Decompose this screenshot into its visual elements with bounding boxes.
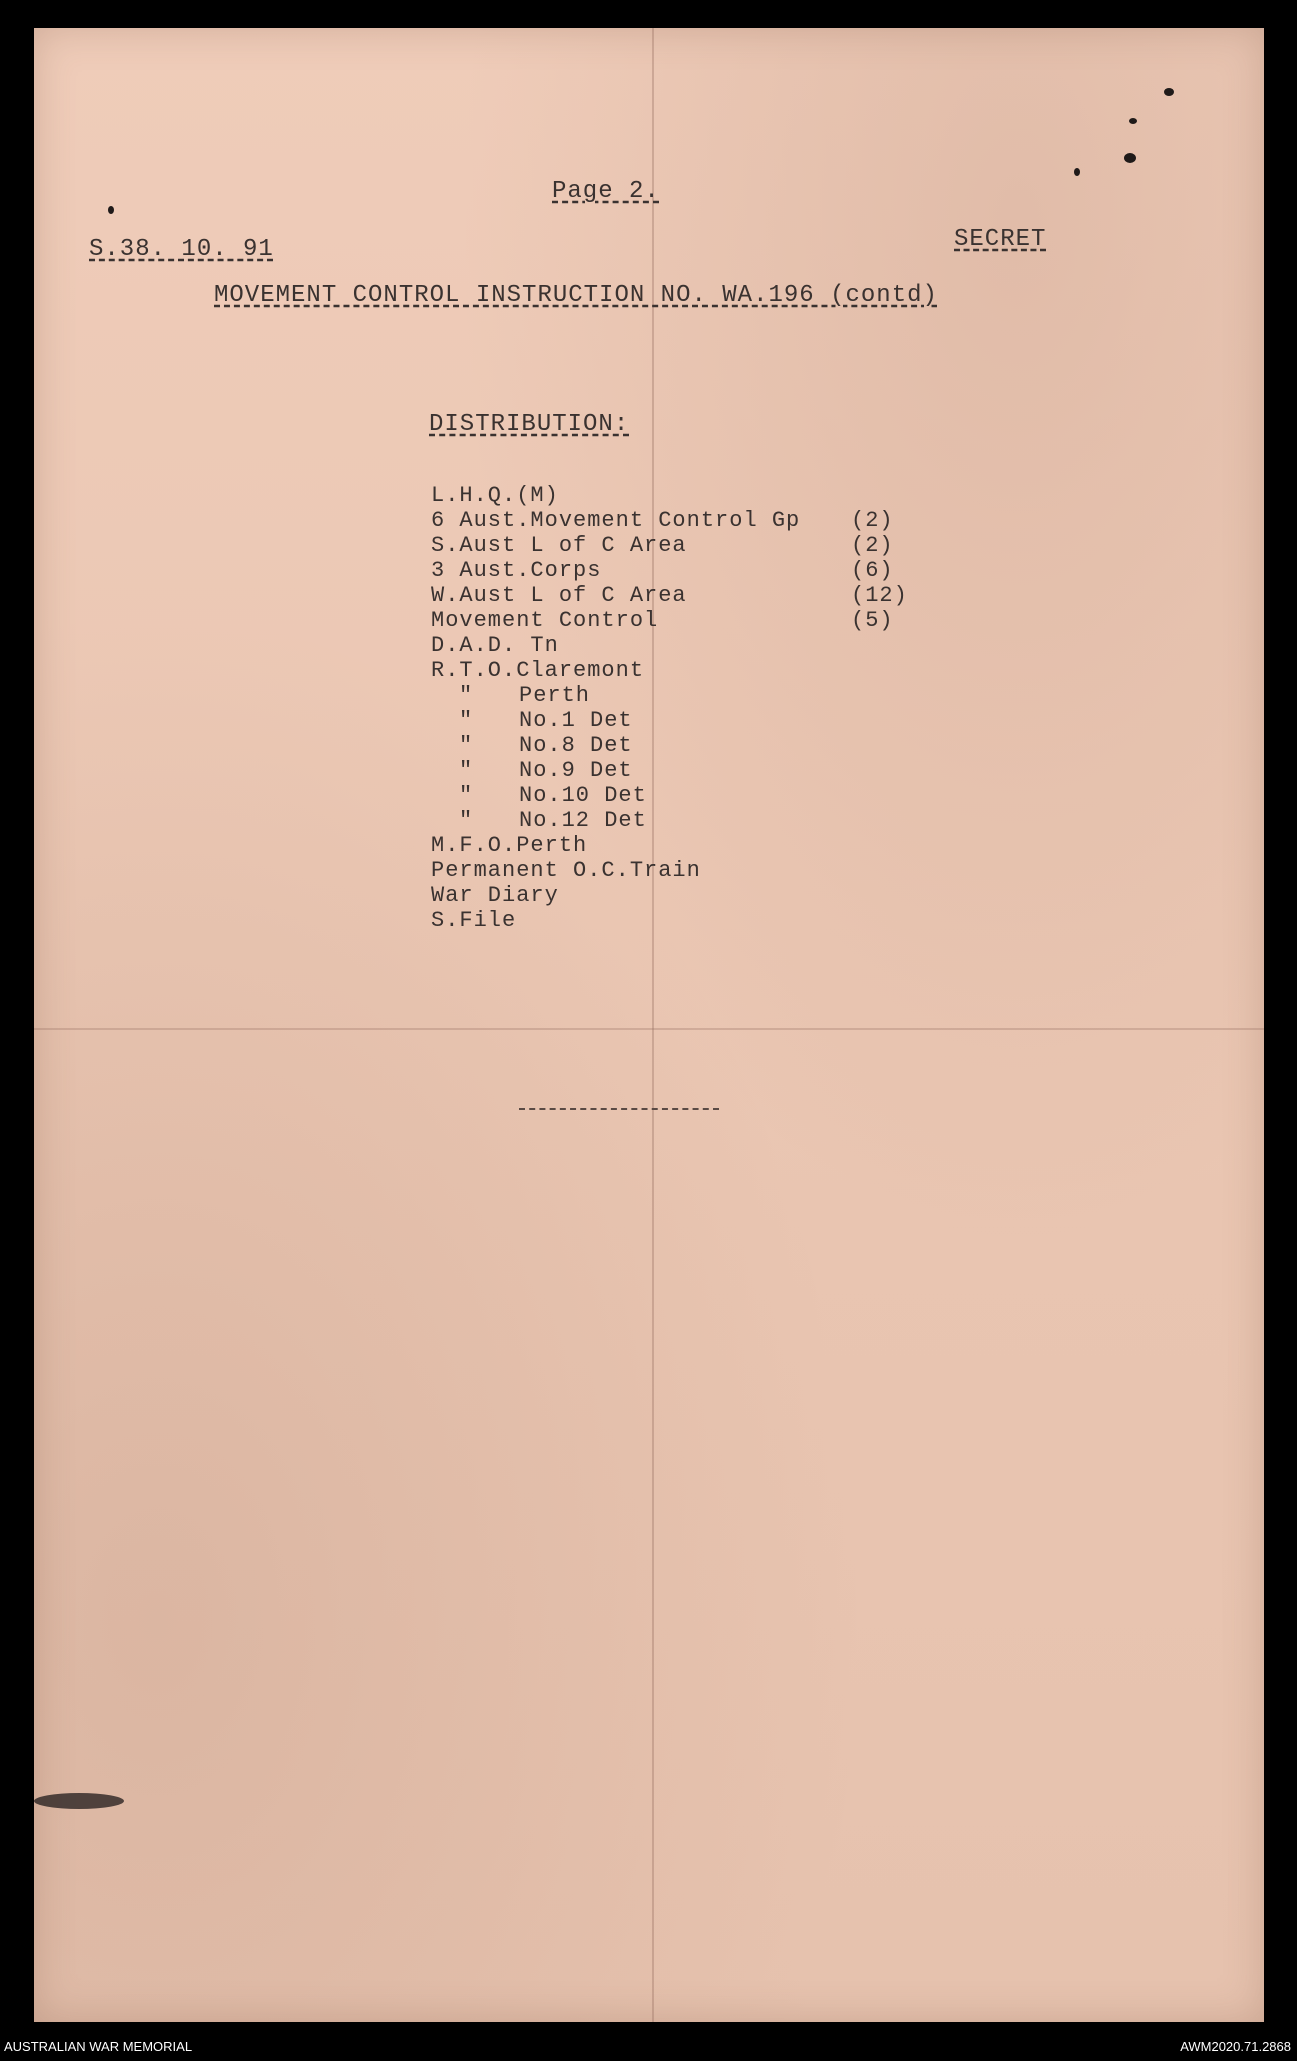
distribution-item-name: Permanent O.C.Train: [431, 858, 701, 883]
distribution-item-name: No.10 Det: [519, 783, 647, 808]
distribution-item-name: 6 Aust.Movement Control Gp: [431, 508, 801, 533]
distribution-item: [431, 833, 800, 858]
page-number: Page 2.: [552, 178, 660, 205]
ditto-mark: ": [459, 783, 474, 808]
ink-spot: [1124, 153, 1136, 163]
distribution-item: [431, 533, 894, 558]
end-rule: [519, 1108, 719, 1110]
distribution-item: [431, 633, 800, 658]
distribution-item: [431, 733, 800, 758]
distribution-heading: DISTRIBUTION:: [429, 411, 630, 438]
distribution-item-copies: (2): [851, 533, 894, 558]
distribution-item-name: War Diary: [431, 883, 559, 908]
distribution-item-name: W.Aust L of C Area: [431, 583, 687, 608]
distribution-item: [431, 583, 908, 608]
distribution-item: [431, 708, 800, 733]
fold-crease-horizontal: [34, 1028, 1264, 1030]
ditto-mark: ": [459, 808, 474, 833]
ink-spot: [108, 206, 114, 214]
ditto-mark: ": [459, 683, 474, 708]
distribution-item-name: No.12 Det: [519, 808, 647, 833]
distribution-item-name: No.1 Det: [519, 708, 633, 733]
distribution-item-name: Movement Control: [431, 608, 659, 633]
ditto-mark: ": [459, 758, 474, 783]
institution-label: AUSTRALIAN WAR MEMORIAL: [4, 2039, 193, 2054]
ink-smudge: [34, 1793, 124, 1809]
distribution-list: [431, 483, 908, 933]
ink-spot: [1129, 118, 1137, 124]
distribution-item-name: M.F.O.Perth: [431, 833, 588, 858]
classification-stamp: SECRET: [954, 226, 1047, 253]
distribution-item-name: No.8 Det: [519, 733, 633, 758]
distribution-item: [431, 508, 894, 533]
distribution-item: [431, 683, 800, 708]
accession-number: AWM2020.71.2868: [1180, 2039, 1291, 2054]
distribution-item-name: S.Aust L of C Area: [431, 533, 687, 558]
ditto-mark: ": [459, 708, 474, 733]
distribution-item-copies: (6): [851, 558, 894, 583]
distribution-item: [431, 783, 800, 808]
reference-number: S.38. 10. 91: [89, 236, 274, 263]
distribution-item-name: No.9 Det: [519, 758, 633, 783]
distribution-item: [431, 483, 800, 508]
distribution-item-copies: (5): [851, 608, 894, 633]
archive-footer: [0, 2031, 1297, 2061]
distribution-item: [431, 608, 894, 633]
document-title: MOVEMENT CONTROL INSTRUCTION NO. WA.196 (contd): [214, 282, 938, 309]
distribution-item-copies: (2): [851, 508, 894, 533]
ink-spot: [1074, 168, 1080, 176]
fold-crease-vertical: [652, 28, 654, 2022]
distribution-item-name: D.A.D. Tn: [431, 633, 559, 658]
distribution-item: [431, 658, 800, 683]
ditto-mark: ": [459, 733, 474, 758]
distribution-item-name: L.H.Q.(M): [431, 483, 559, 508]
distribution-item: [431, 883, 800, 908]
distribution-item-name: Perth: [519, 683, 591, 708]
distribution-item-copies: (12): [851, 583, 908, 608]
document-page: [34, 28, 1264, 2022]
distribution-item-name: S.File: [431, 908, 517, 933]
distribution-item: [431, 908, 800, 933]
distribution-item: [431, 858, 800, 883]
distribution-item-name: 3 Aust.Corps: [431, 558, 602, 583]
distribution-item: [431, 558, 894, 583]
distribution-item: [431, 758, 800, 783]
ink-spot: [1164, 88, 1174, 96]
distribution-item: [431, 808, 800, 833]
distribution-item-name: R.T.O.Claremont: [431, 658, 645, 683]
